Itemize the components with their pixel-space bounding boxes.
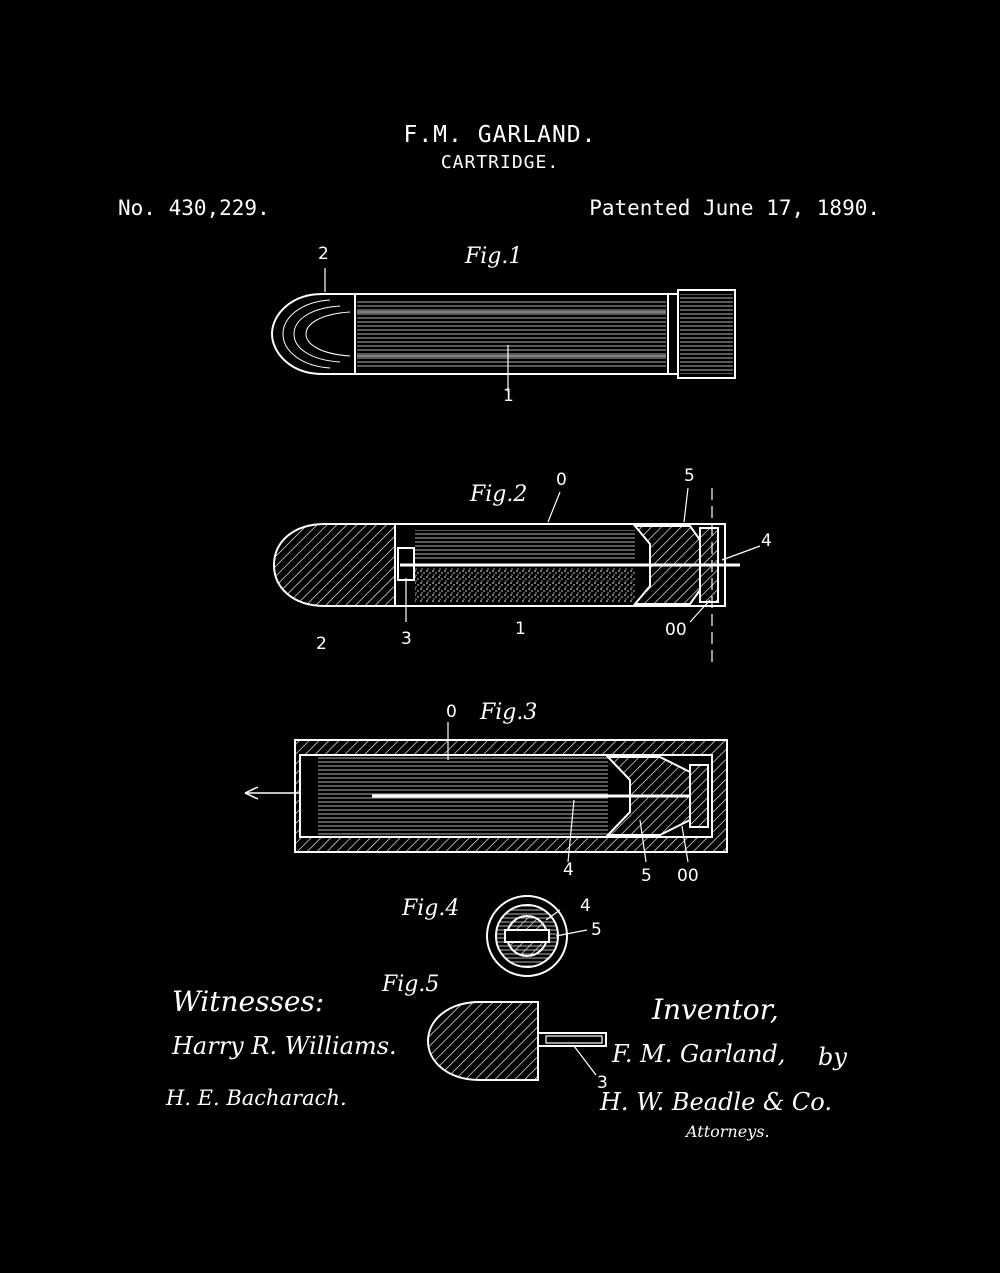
- fig4-end-view: [487, 896, 587, 976]
- fig4-caption: Fig.4: [402, 896, 460, 921]
- fig2-ref-0: 0: [556, 470, 567, 490]
- witness-signature-1: Harry R. Williams.: [172, 1032, 397, 1060]
- fig4-ref-5: 5: [591, 920, 602, 940]
- patent-date: Patented June 17, 1890.: [589, 196, 880, 220]
- fig2-ref-1: 1: [515, 619, 526, 639]
- attorney-signature: H. W. Beadle & Co.: [600, 1088, 832, 1116]
- fig2-powder-charge: [415, 568, 635, 602]
- patent-number: No. 430,229.: [118, 196, 270, 220]
- inventor-name-heading: F.M. GARLAND.: [403, 122, 597, 148]
- fig1-caption: Fig.1: [465, 244, 523, 269]
- witness-signature-2: H. E. Bacharach.: [166, 1086, 347, 1110]
- fig5-bullet: [428, 1002, 606, 1080]
- inventor-label: Inventor,: [652, 993, 779, 1026]
- attorneys-label: Attorneys.: [686, 1122, 770, 1141]
- fig3-ref-5: 5: [641, 866, 652, 886]
- fig5-caption: Fig.5: [382, 972, 440, 997]
- fig1-ref-1: 1: [503, 386, 514, 406]
- fig5-ref-3: 3: [597, 1073, 608, 1093]
- fig2-bullet-section: [274, 524, 395, 606]
- fig3-chamber-section: [245, 722, 727, 862]
- fig2-ref-2: 2: [316, 634, 327, 654]
- inventor-signature: F. M. Garland,: [612, 1040, 786, 1068]
- fig2-ref-4: 4: [761, 531, 772, 551]
- by-label: by: [818, 1043, 847, 1071]
- fig3-ref-4: 4: [563, 860, 574, 880]
- fig3-caption: Fig.3: [480, 700, 538, 725]
- fig1-cartridge: [272, 268, 735, 392]
- witnesses-label: Witnesses:: [172, 985, 325, 1018]
- fig2-ref-5: 5: [684, 466, 695, 486]
- fig3-ref-00: 00: [677, 866, 699, 886]
- invention-title: CARTRIDGE.: [440, 152, 560, 173]
- fig2-ref-3: 3: [401, 629, 412, 649]
- fig1-bullet-tip: [272, 294, 355, 374]
- fig2-ref-00: 00: [665, 620, 687, 640]
- fig3-ref-0: 0: [446, 702, 457, 722]
- fig1-ref-2: 2: [318, 244, 329, 264]
- fig2-caption: Fig.2: [470, 482, 528, 507]
- fig4-ref-4: 4: [580, 896, 591, 916]
